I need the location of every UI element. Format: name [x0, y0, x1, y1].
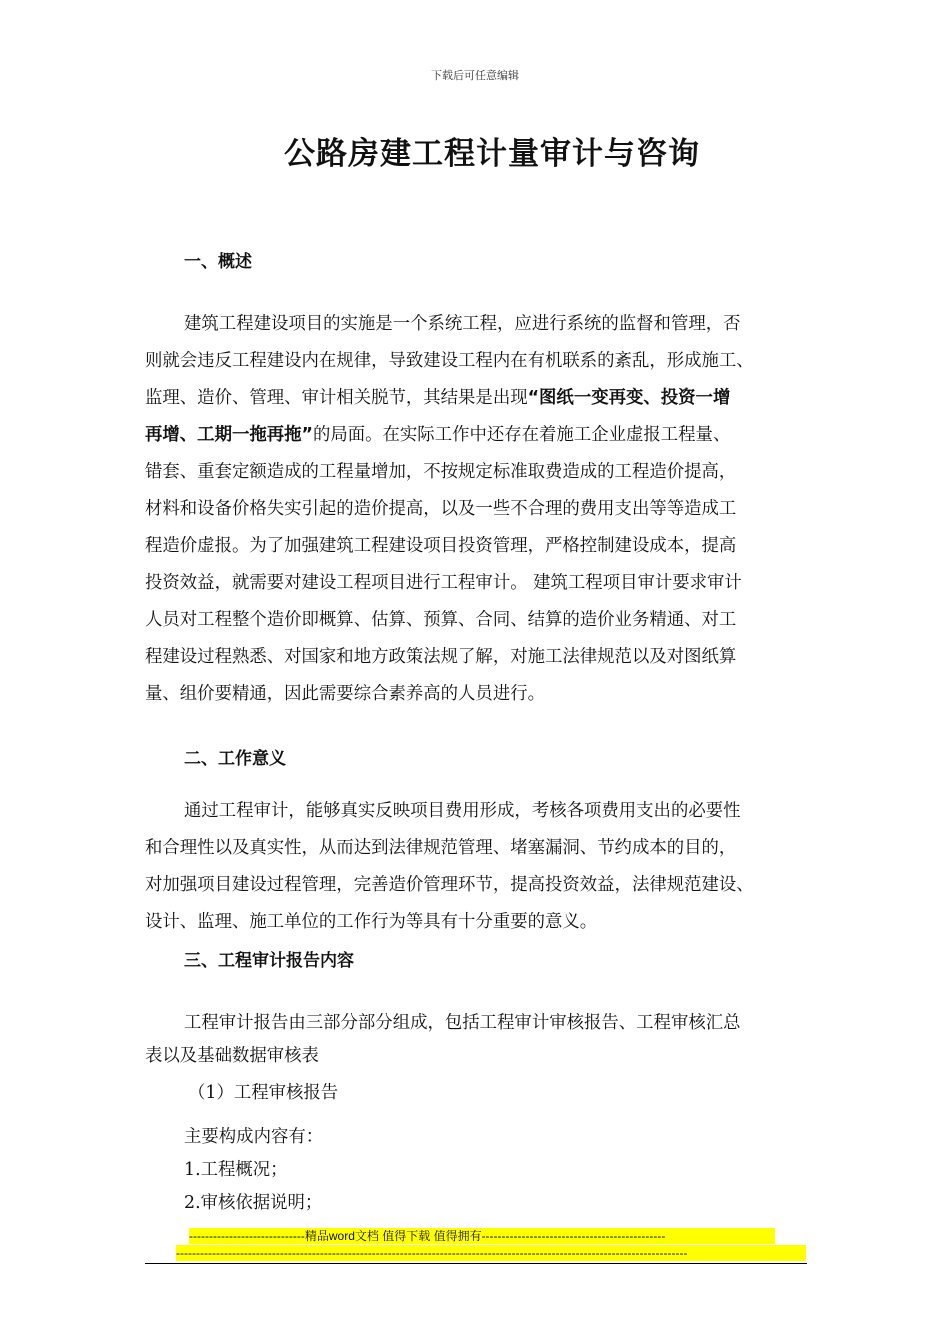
section-heading-significance: 二、工作意义: [184, 749, 286, 769]
paragraph-line: 错套、重套定额造成的工程量增加，不按规定标准取费造成的工程造价提高，: [145, 462, 737, 482]
paragraph-line: 对加强项目建设过程管理，完善造价管理环节，提高投资效益，法律规范建设、: [145, 875, 754, 895]
text-run: 监理、造价、管理、审计相关脱节，其结果是出现: [145, 388, 528, 408]
footer-highlight-line: --------------------------------------------------------------------------------------------------------------------------------: [176, 1245, 806, 1261]
paragraph-line: 通过工程审计，能够真实反映项目费用形成，考核各项费用支出的必要性: [184, 801, 741, 821]
paragraph-line: 人员对工程整个造价即概算、估算、预算、合同、结算的造价业务精通、对工: [145, 610, 737, 630]
footer-divider: [145, 1263, 807, 1264]
paragraph-line: 建筑工程建设项目的实施是一个系统工程，应进行系统的监督和管理，否: [184, 314, 741, 334]
paragraph-line: 材料和设备价格失实引起的造价提高，以及一些不合理的费用支出等等造成工: [145, 499, 737, 519]
subheading-audit-report: （1）工程审核报告: [188, 1083, 339, 1103]
text-run: 的局面。在实际工作中还存在着施工企业虚报工程量、: [312, 425, 731, 445]
paragraph-line: 程造价虚报。为了加强建筑工程建设项目投资管理，严格控制建设成本，提高: [145, 536, 737, 556]
section-heading-overview: 一、概述: [184, 252, 252, 272]
list-item: 2.审核依据说明；: [184, 1193, 323, 1213]
paragraph-line: 和合理性以及真实性，从而达到法律规范管理、堵塞漏洞、节约成本的目的，: [145, 838, 737, 858]
paragraph-line: 量、组价要精通，因此需要综合素养高的人员进行。: [145, 684, 545, 704]
paragraph-line: 主要构成内容有：: [184, 1127, 324, 1147]
paragraph-line: 投资效益，就需要对建设工程项目进行工程审计。 建筑工程项目审计要求审计: [145, 573, 742, 593]
paragraph-line: [145, 421, 730, 449]
bold-emphasis: 再增、工期一拖再拖”: [145, 425, 313, 445]
paragraph-line: 设计、监理、施工单位的工作行为等具有十分重要的意义。: [145, 912, 598, 932]
paragraph-line: 工程审计报告由三部分部分组成，包括工程审计审核报告、工程审核汇总: [184, 1013, 741, 1033]
paragraph-line: 程建设过程熟悉、对国家和地方政策法规了解，对施工法律规范以及对图纸算: [145, 647, 737, 667]
header-note: 下载后可任意编辑: [431, 69, 519, 82]
footer-highlight-line: -----------------------------精品word文档 值得下载 值得拥有----------------------------------------------: [189, 1228, 775, 1244]
paragraph-line: 则就会违反工程建设内在规律，导致建设工程内在有机联系的紊乱，形成施工、: [145, 351, 754, 371]
bold-emphasis: “图纸一变再变、投资一增: [527, 388, 731, 408]
paragraph-line: [145, 384, 730, 412]
list-item: 1.工程概况；: [184, 1160, 288, 1180]
section-heading-report-content: 三、工程审计报告内容: [184, 951, 354, 971]
document-title: 公路房建工程计量审计与咨询: [284, 136, 700, 172]
paragraph-line: 表以及基础数据审核表: [145, 1046, 319, 1066]
